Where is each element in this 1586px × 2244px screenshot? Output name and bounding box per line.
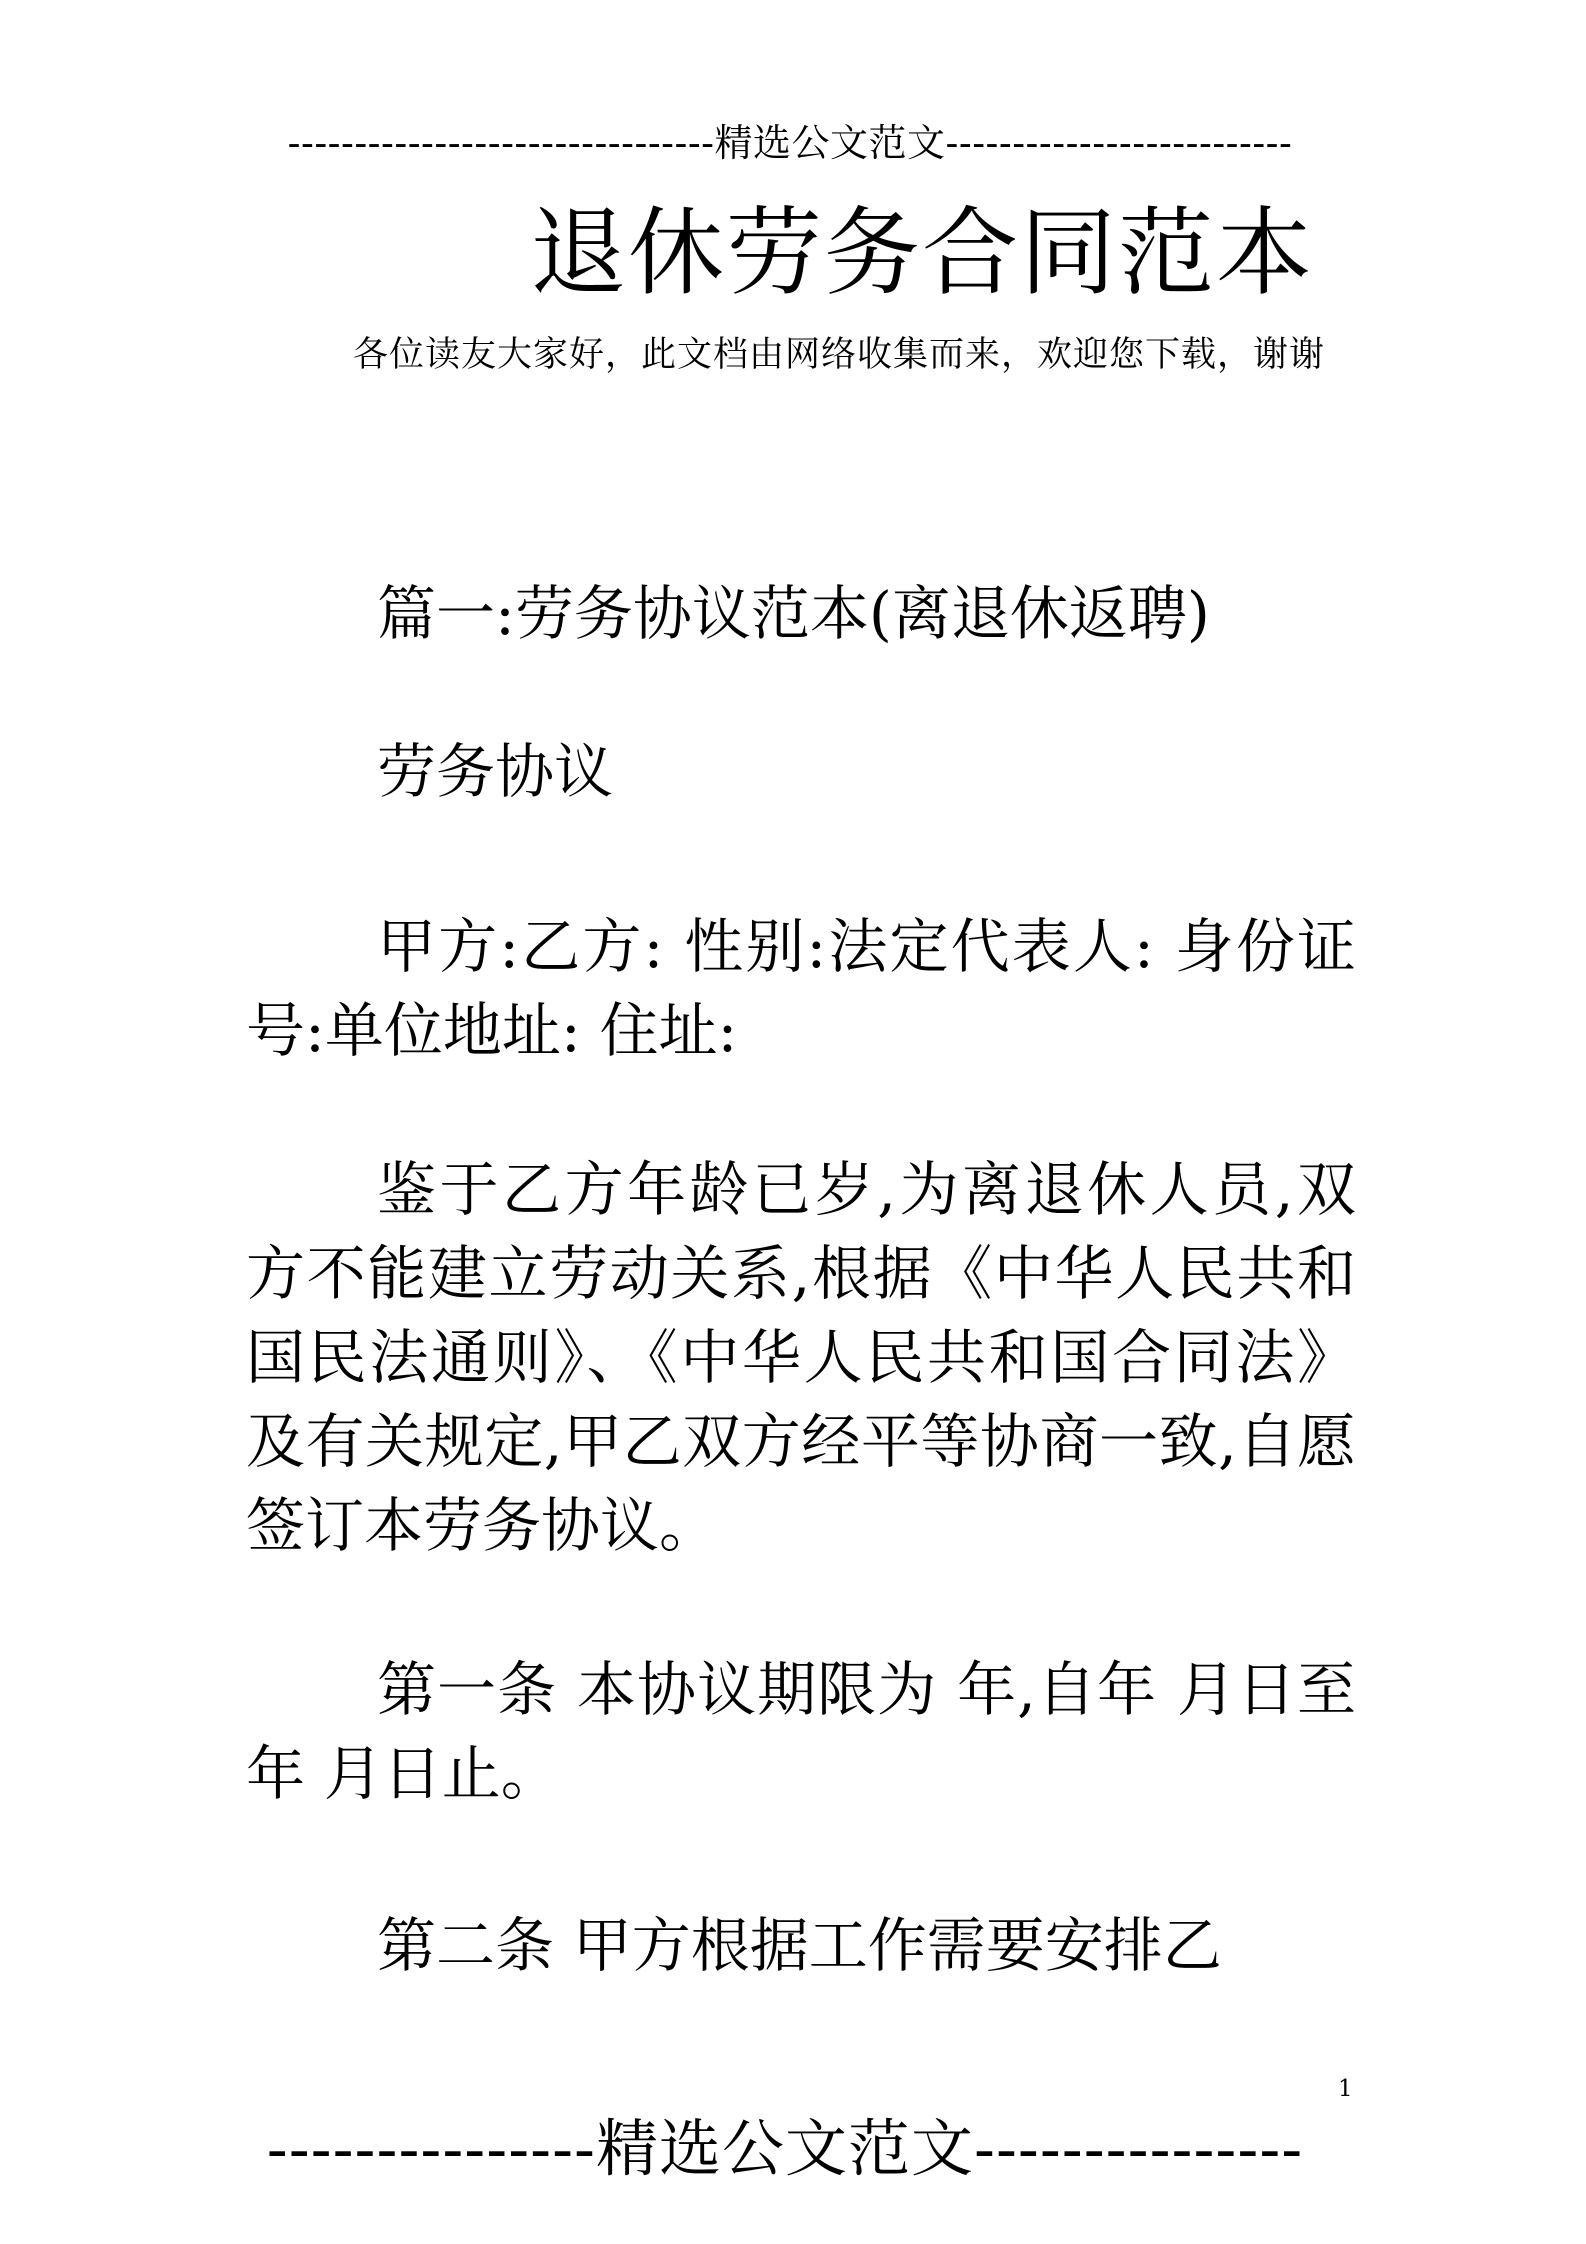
document-title: 退休劳务合同范本: [530, 197, 1314, 309]
protocol-heading: 劳务协议: [377, 737, 614, 806]
section-heading: 篇一:劳务协议范本(离退休返聘): [377, 579, 1210, 648]
page-header: --------------------------------精选公文范文--------------------------: [287, 121, 1293, 165]
article-1-paragraph: 第一条 本协议期限为 年,自年 月日至 年 月日止。: [246, 1655, 1356, 1808]
page-footer: ---------------精选公文范文---------------: [266, 2112, 1304, 2185]
whereas-paragraph: 鉴于乙方年龄已岁,为离退休人员,双方不能建立劳动关系,根据《中华人民共和国民法通则》、《中华人民共和国合同法》及有关规定,甲乙双方经平等协商一致,自愿签订本劳务协议。: [246, 1155, 1356, 1560]
page-number: 1: [1338, 2076, 1353, 2102]
article-2-paragraph: 第二条 甲方根据工作需要安排乙: [377, 1911, 1222, 1980]
parties-paragraph: 甲方:乙方: 性别:法定代表人: 身份证号:单位地址: 住址:: [246, 912, 1356, 1065]
document-subtitle: 各位读友大家好，此文档由网络收集而来，欢迎您下载，谢谢: [353, 335, 1326, 375]
